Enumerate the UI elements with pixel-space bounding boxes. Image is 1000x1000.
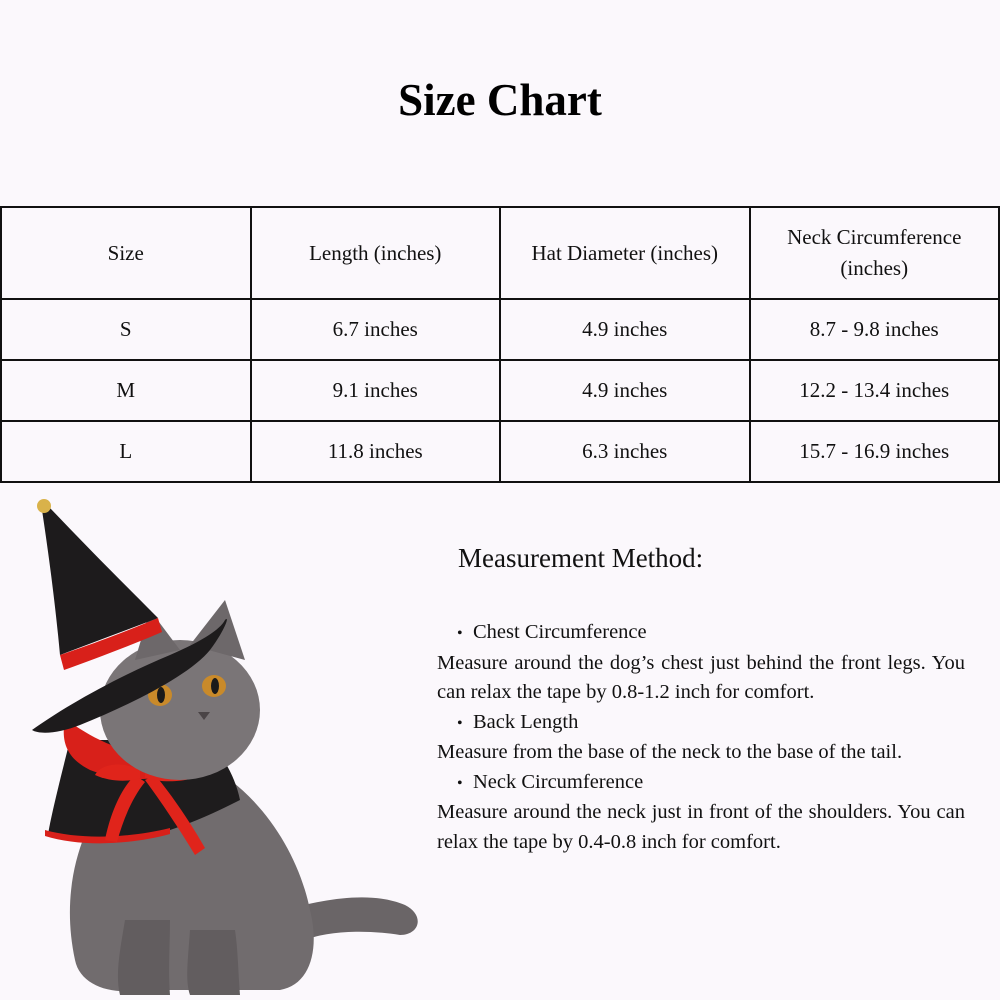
cell-neck-circumference: 8.7 - 9.8 inches (750, 299, 1000, 360)
cell-size: L (1, 421, 251, 482)
cell-size: S (1, 299, 251, 360)
cell-hat-diameter: 6.3 inches (500, 421, 750, 482)
list-item-text: Measure around the dog’s chest just behind the front legs. You can relax the tape by 0.8-1.2 inch for comfort. (437, 651, 965, 703)
size-chart-table (0, 206, 1000, 483)
header-neck-circumference: Neck Circumference (inches) (750, 207, 1000, 299)
table-row (1, 421, 999, 482)
list-item-text: Measure around the neck just in front of the shoulders. You can relax the tape by 0.4-0.8 inch for comfort. (437, 801, 965, 853)
list-item-heading: • Chest Circumference (437, 618, 965, 649)
list-item-heading: • Back Length (437, 708, 965, 739)
page-title: Size Chart (398, 75, 602, 125)
cell-hat-diameter: 4.9 inches (500, 299, 750, 360)
table-row (1, 360, 999, 421)
cell-size: M (1, 360, 251, 421)
cell-neck-circumference: 12.2 - 13.4 inches (750, 360, 1000, 421)
table-header-row (1, 207, 999, 299)
table-row (1, 299, 999, 360)
cat-in-witch-hat-and-cape-illustration (20, 490, 440, 1000)
list-item-text: Measure from the base of the neck to the base of the tail. (437, 741, 903, 763)
cell-hat-diameter: 4.9 inches (500, 360, 750, 421)
header-size: Size (1, 207, 251, 299)
cell-length: 9.1 inches (251, 360, 501, 421)
measurement-method-list (437, 618, 965, 857)
header-hat-diameter: Hat Diameter (inches) (500, 207, 750, 299)
cell-length: 6.7 inches (251, 299, 501, 360)
list-item-heading: • Neck Circumference (437, 768, 965, 799)
cell-neck-circumference: 15.7 - 16.9 inches (750, 421, 1000, 482)
cell-length: 11.8 inches (251, 421, 501, 482)
header-length: Length (inches) (251, 207, 501, 299)
measurement-method-title: Measurement Method: (458, 543, 704, 573)
